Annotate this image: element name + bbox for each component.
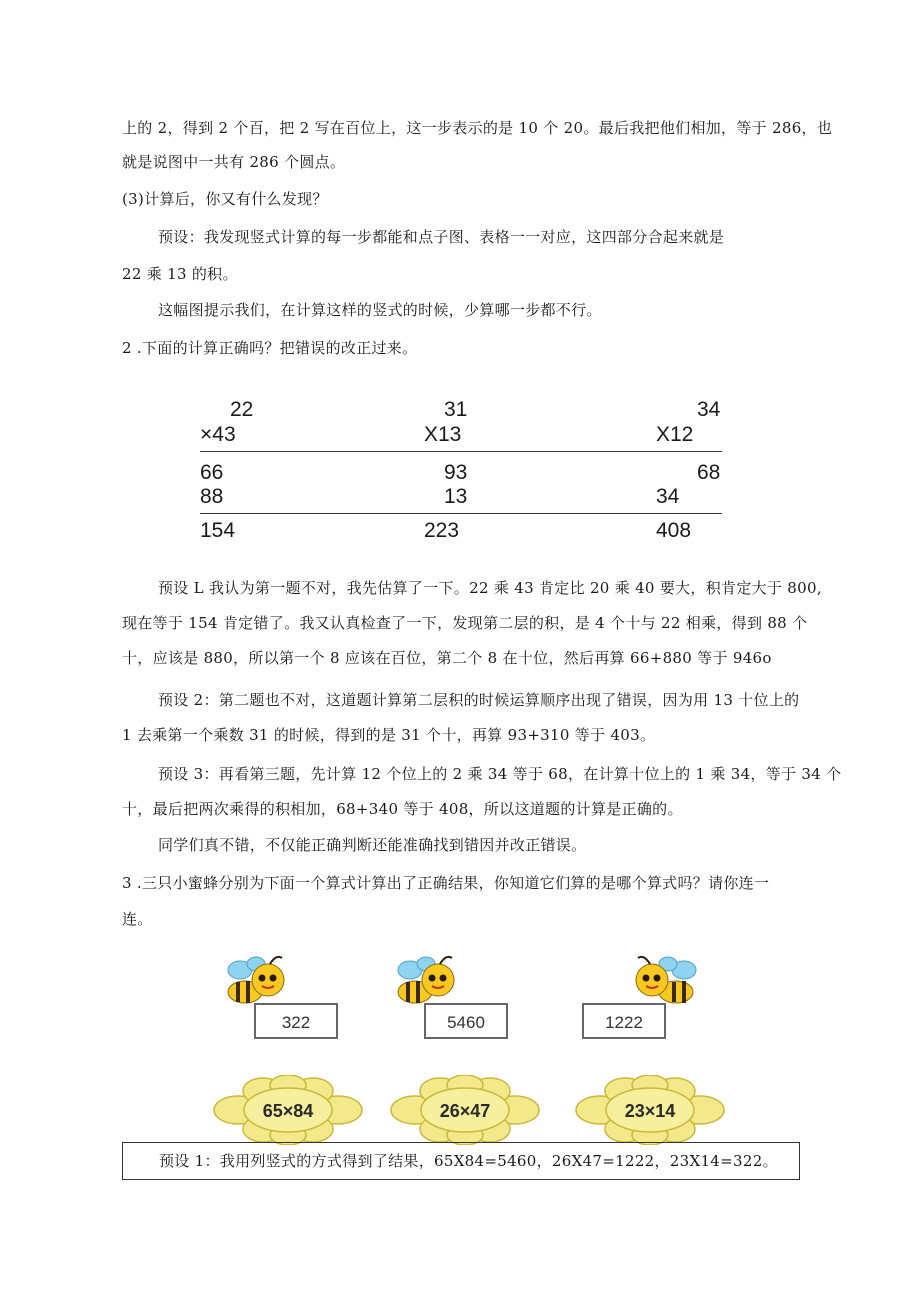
calc-1-partial-2: 88 (200, 485, 224, 508)
text-line-10: 十，应该是 880，所以第一个 8 应该在百位，第二个 8 在十位，然后再算 66+880 等于 946o (122, 649, 772, 667)
calc-3-result: 408 (656, 519, 692, 542)
question-3-heading: 3 .三只小蜜蜂分别为下面一个算式计算出了正确结果，你知道它们算的是哪个算式吗？请你连一 (122, 874, 770, 892)
calc-3-partial-2: 34 (656, 485, 680, 508)
flower-card-1[interactable] (208, 1075, 368, 1145)
bee-head-icon (636, 964, 668, 996)
calc-1-multiplicand: 22 (230, 398, 254, 421)
calc-3-multiplicand: 34 (697, 398, 721, 421)
text-line-5: 22 乘 13 的积。 (122, 265, 238, 283)
calc-2-multiplier: X13 (424, 423, 462, 446)
flower-card-2[interactable] (385, 1075, 545, 1145)
bee-head-icon (422, 964, 454, 996)
answer-note-box (122, 1142, 800, 1180)
calc-rule-1 (200, 451, 722, 452)
text-line-12: 1 去乘第一个乘数 31 的时候，得到的是 31 个十，再算 93+310 等于 403。 (122, 726, 656, 744)
text-line-4: 预设：我发现竖式计算的每一步都能和点子图、表格一一对应，这四部分合起来就是 (158, 228, 725, 246)
bee-card-2-value: 5460 (447, 1013, 485, 1032)
calc-1-multiplier: ×43 (200, 423, 236, 446)
calc-2-result: 223 (424, 519, 460, 542)
question-2-heading: 2 .下面的计算正确吗？把错误的改正过来。 (122, 339, 418, 357)
flower-card-3[interactable] (570, 1075, 730, 1145)
calc-3-partial-1: 68 (697, 461, 721, 484)
text-line-8: 预设 L 我认为第一题不对，我先估算了一下。22 乘 43 肯定比 20 乘 40 要大，积肯定大于 800, (158, 579, 822, 597)
bee-card-3[interactable] (580, 952, 700, 1042)
calc-rule-2 (200, 513, 722, 514)
bee-card-1-value: 322 (281, 1013, 311, 1032)
text-line-11: 预设 2：第二题也不对，这道题计算第二层积的时候运算顺序出现了错误，因为用 13 十位上的 (158, 691, 800, 709)
text-line-14: 十，最后把两次乘得的积相加，68+340 等于 408，所以这道题的计算是正确的。 (122, 800, 683, 818)
text-line-1: 上的 2，得到 2 个百，把 2 写在百位上，这一步表示的是 10 个 20。最后我把他们相加，等于 286，也 (122, 119, 833, 137)
text-line-2: 就是说图中一共有 286 个圆点。 (122, 153, 346, 171)
calc-1-result: 154 (200, 519, 236, 542)
text-line-9: 现在等于 154 肯定错了。我又认真检查了一下，发现第二层的积，是 4 个十与 22 相乘，得到 88 个 (122, 614, 808, 632)
text-line-13: 预设 3：再看第三题，先计算 12 个位上的 2 乘 34 等于 68，在计算十位上的 1 乘 34，等于 34 个 (158, 765, 842, 783)
bee-head-icon (252, 964, 284, 996)
flower-card-3-expr: 23×14 (624, 1101, 676, 1121)
calc-2-multiplicand: 31 (444, 398, 468, 421)
bee-card-1[interactable] (220, 952, 340, 1042)
answer-note-text: 预设 1：我用列竖式的方式得到了结果，65X84=5460，26X47=1222，23X14=322。 (159, 1152, 778, 1170)
flower-card-2-expr: 26×47 (439, 1101, 491, 1121)
bee-card-3-value: 1222 (605, 1013, 643, 1032)
flower-card-1-expr: 65×84 (262, 1101, 314, 1121)
calc-1-partial-1: 66 (200, 461, 224, 484)
bee-card-2[interactable] (390, 952, 510, 1042)
question-3-sub: (3)计算后，你又有什么发现？ (122, 190, 328, 208)
calc-2-partial-1: 93 (444, 461, 468, 484)
text-line-15: 同学们真不错，不仅能正确判断还能准确找到错因并改正错误。 (158, 836, 587, 854)
calc-2-partial-2: 13 (444, 485, 468, 508)
text-line-6: 这幅图提示我们，在计算这样的竖式的时候，少算哪一步都不行。 (158, 301, 602, 319)
calc-3-multiplier: X12 (656, 423, 694, 446)
text-line-17: 连。 (122, 910, 153, 928)
